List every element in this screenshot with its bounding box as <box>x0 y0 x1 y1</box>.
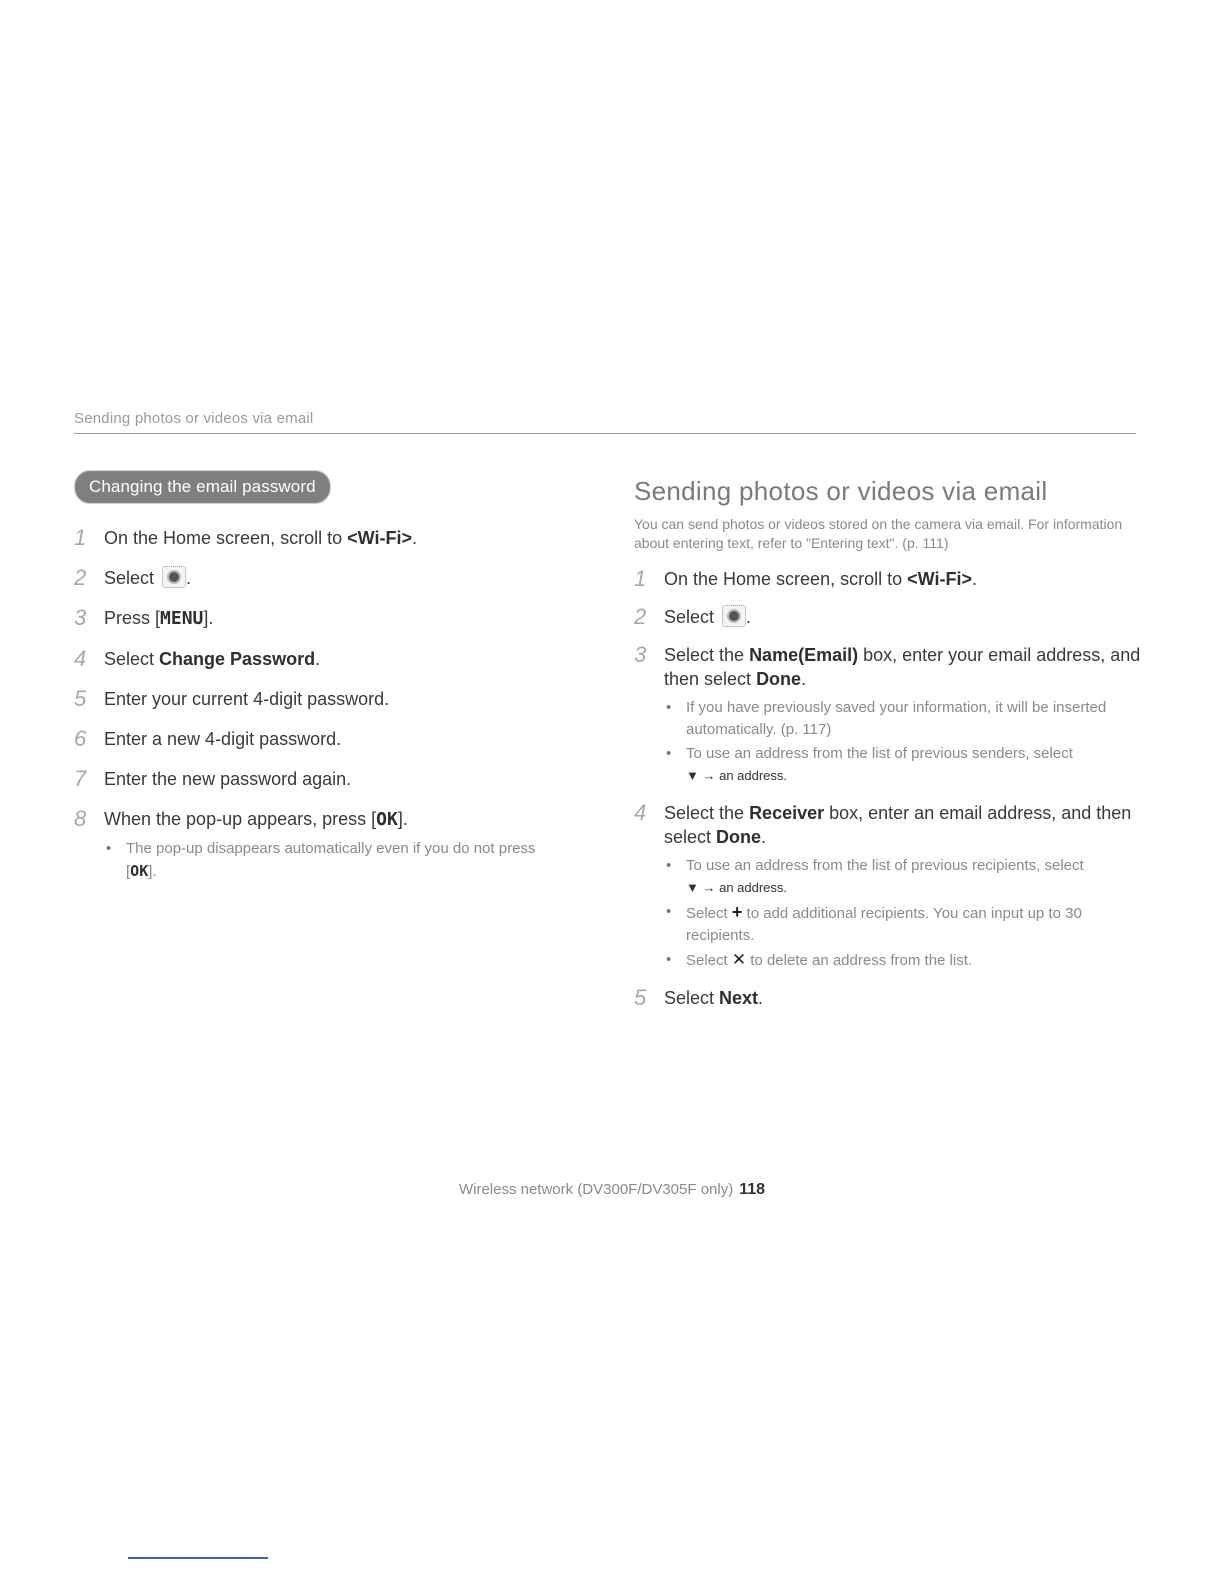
page-number: 118 <box>739 1181 766 1198</box>
step-4-notes <box>664 855 1144 972</box>
left-step-4 <box>74 647 544 671</box>
delete-icon: ✕ <box>731 950 747 969</box>
right-step-2 <box>634 605 1144 629</box>
email-icon <box>722 605 746 627</box>
right-step-1 <box>634 567 1144 591</box>
step-text: Select <box>664 988 720 1008</box>
dropdown-arrow-path: ▼ → an address. <box>686 768 788 783</box>
left-step-6 <box>74 727 544 751</box>
section-intro: You can send photos or videos stored on the camera via email. For information about entering text, refer to "Entering text". (p. 111) <box>634 516 1123 551</box>
footer-section-name: Wireless network (DV300F/DV305F only) <box>458 1181 734 1198</box>
step-text-mid: box, enter your email address, and then select <box>664 645 1141 689</box>
step-bold: Receiver <box>749 803 825 823</box>
right-step-5 <box>634 986 1144 1010</box>
step-text-end: . <box>761 827 767 847</box>
step-text-end: . <box>758 988 764 1008</box>
step-text-end: . <box>315 649 321 669</box>
step-bold: <Wi-Fi> <box>347 528 412 548</box>
note-item: • If you have previously saved your information, it will be inserted automatically. (p. 117) <box>664 697 1144 741</box>
step-bold: Done <box>756 669 802 689</box>
page-footer <box>0 1181 1224 1199</box>
step-text-end: ]. <box>203 608 214 628</box>
step-text: Select <box>104 649 160 669</box>
step-text-end: . <box>411 528 417 548</box>
step-3-notes <box>664 697 1144 787</box>
left-step-8 <box>74 807 544 883</box>
step-number: 3 <box>634 642 647 667</box>
section-title: Sending photos or videos via email <box>634 476 1048 506</box>
step-text: Press [ <box>104 608 161 628</box>
note-text: To use an address from the list of previous senders, select <box>686 745 1073 762</box>
note-text-end: to add additional recipients. You can input up to 30 recipients. <box>686 905 1082 944</box>
left-step-1 <box>74 526 544 550</box>
step-number: 4 <box>634 800 647 825</box>
step-bold: Change Password <box>159 649 316 669</box>
step-bold: Name(Email) <box>749 645 859 665</box>
left-step-5 <box>74 687 544 711</box>
step-number: 7 <box>74 766 87 791</box>
right-column <box>634 476 1144 1010</box>
step-text: Enter the new password again. <box>104 769 352 789</box>
step-bold: <Wi-Fi> <box>907 569 972 589</box>
bottom-link-underline[interactable] <box>128 1557 268 1559</box>
left-column <box>74 470 544 885</box>
note-text: To use an address from the list of previous recipients, select <box>686 857 1084 874</box>
note-text: The pop-up disappears automatically even if you do not press [ <box>126 840 536 880</box>
step-text: Select <box>104 568 160 588</box>
settings-gear-icon <box>162 566 186 588</box>
note-item <box>664 743 1144 787</box>
step-number: 5 <box>634 985 647 1010</box>
step-number: 1 <box>634 566 647 591</box>
step-text-end: . <box>746 607 752 627</box>
step-number: 2 <box>634 604 647 629</box>
ok-key-label: OK <box>376 809 398 830</box>
step-text: On the Home screen, scroll to <box>104 528 348 548</box>
note-item <box>664 855 1144 899</box>
step-text-end: . <box>801 669 807 689</box>
step-text: Enter a new 4-digit password. <box>104 729 342 749</box>
header-divider <box>74 433 1136 434</box>
step-text-mid: box, enter an email address, and then select <box>664 803 1132 847</box>
step-number: 4 <box>74 646 87 671</box>
dropdown-arrow-path: ▼ → an address. <box>686 880 788 895</box>
step-number: 5 <box>74 686 87 711</box>
step-text-end: . <box>971 569 977 589</box>
step-text: Enter your current 4-digit password. <box>104 689 390 709</box>
step-text: When the pop-up appears, press [ <box>104 809 377 829</box>
left-step-3 <box>74 606 544 631</box>
step-number: 3 <box>74 605 87 630</box>
step-text-end: . <box>186 568 192 588</box>
note-text-end: ]. <box>148 863 157 880</box>
step-number: 6 <box>74 726 87 751</box>
step-text: Select the <box>664 803 750 823</box>
right-step-4 <box>634 801 1144 972</box>
note-text: Select <box>686 952 732 969</box>
note-text: Select <box>686 905 732 922</box>
ok-key-label: OK <box>130 862 149 880</box>
note-text-end: to delete an address from the list. <box>746 952 973 969</box>
step-bold: Next <box>719 988 759 1008</box>
note-item <box>664 901 1144 947</box>
menu-key-label: MENU <box>160 608 204 629</box>
page-header-title: Sending photos or videos via email <box>74 410 314 427</box>
step-number: 1 <box>74 525 87 550</box>
note-item <box>664 949 1144 972</box>
step-text-end: ]. <box>397 809 408 829</box>
step-text: On the Home screen, scroll to <box>664 569 908 589</box>
step-8-notes <box>104 838 544 883</box>
left-step-7 <box>74 767 544 791</box>
note-item <box>104 838 544 883</box>
step-text: Select the <box>664 645 750 665</box>
right-step-3 <box>634 643 1144 787</box>
step-bold: Done <box>716 827 762 847</box>
left-step-2 <box>74 566 544 590</box>
step-text: Select <box>664 607 720 627</box>
step-number: 2 <box>74 565 87 590</box>
step-number: 8 <box>74 806 87 831</box>
section-pill-change-password: Changing the email password <box>74 470 331 504</box>
plus-icon: + <box>731 902 743 922</box>
